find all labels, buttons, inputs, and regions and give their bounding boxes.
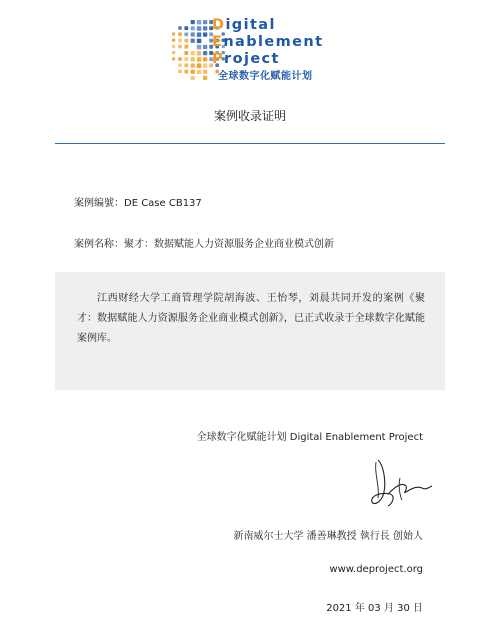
logo-line-enablement: Enablement bbox=[212, 34, 324, 50]
logo-chinese-name: 全球数字化赋能计划 bbox=[218, 71, 313, 82]
website-text: www.deproject.org bbox=[329, 564, 423, 575]
case-name-row bbox=[74, 235, 334, 250]
case-number-row bbox=[74, 194, 202, 209]
case-number-label: 案例编號： bbox=[74, 198, 124, 209]
signer-line: 新南威尔士大学 潘善琳教授 執行長 创始人 bbox=[233, 531, 423, 542]
case-number-value: DE Case CB137 bbox=[124, 198, 202, 209]
title-divider bbox=[55, 143, 445, 144]
signature-image bbox=[362, 452, 434, 512]
case-name-value: 聚才：数据赋能人力资源服务企业商业模式创新 bbox=[124, 239, 334, 250]
organization-name: 全球数字化赋能计划 Digital Enablement Project bbox=[196, 432, 423, 443]
logo-line-digital: Digital bbox=[212, 17, 276, 33]
statement-box bbox=[55, 272, 445, 390]
certificate-date: 2021 年 03 月 30 日 bbox=[326, 603, 423, 614]
logo-wordmark bbox=[212, 17, 323, 68]
certificate-title: 案例收录证明 bbox=[213, 109, 286, 123]
case-name-label: 案例名称： bbox=[74, 239, 124, 250]
dep-logo bbox=[170, 14, 340, 84]
logo-line-project: Project bbox=[212, 51, 280, 67]
statement-text: 江西财经大学工商管理学院胡海波、王怡琴，刘晨共同开发的案例《聚才：数据赋能人力资源服务企业商业模式创新》，已正式收录于全球数字化赋能案例库。 bbox=[77, 293, 425, 344]
